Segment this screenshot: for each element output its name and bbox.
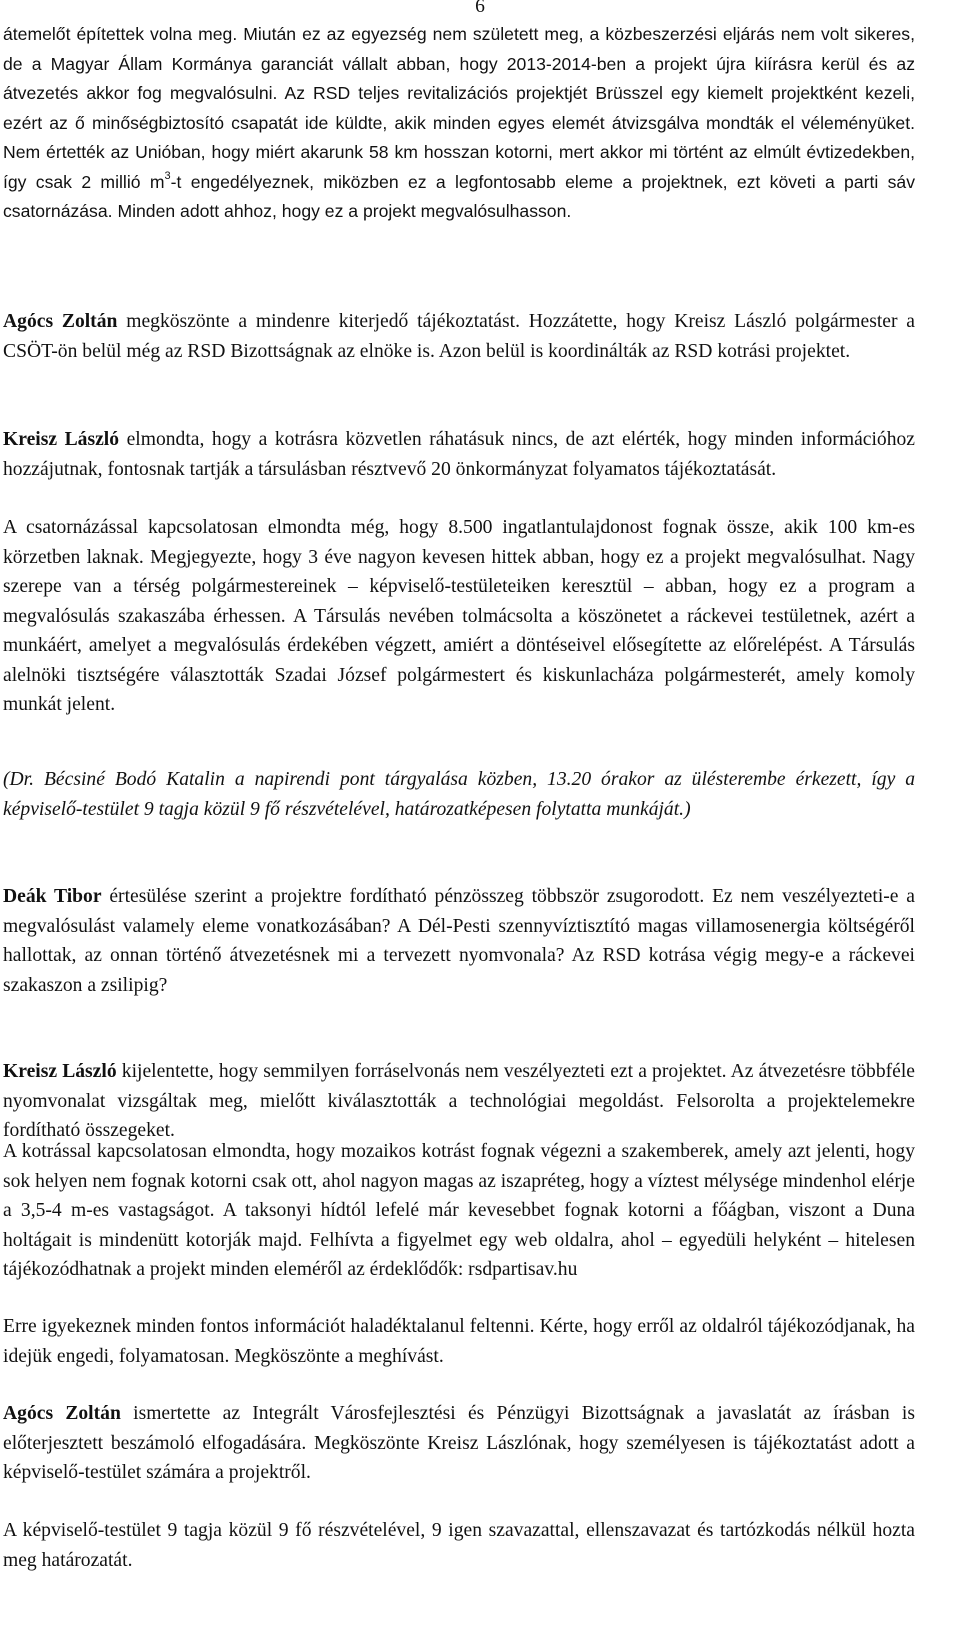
paragraph-vote-result: A képviselő-testület 9 tagja közül 9 fő részvételével, 9 igen szavazattal, ellenszavazat és tartózkodás nélkül hozta meg határozatát.: [3, 1520, 915, 1571]
sentence-union-dredging: Nem értették az Unióban, hogy miért akarunk 58 km hosszan kotorni, mert akkor mi történt az elmúlt évtizedekben, így csak 2 millió m: [3, 142, 915, 192]
paragraph-kreisz-dredging: [3, 425, 915, 484]
speaker-name: Kreisz László: [3, 1061, 117, 1082]
sentence-procurement: átemelőt építettek volna meg. Miután ez az egyezség nem született meg, a közbeszerzési eljárás nem volt sikeres, de a Magyar Állam Kormánya garanciát vállalt abban, hogy 2013-2014-ben a projekt újra kiírásra kerül és az átvezetés akkor fog megvalósulni.: [3, 24, 915, 103]
paragraph-arrival-note: (Dr. Bécsiné Bodó Katalin a napirendi pont tárgyalása közben, 13.20 órakor az ülésterembe érkezett, így a képviselő-testület 9 tagja közül 9 fő részvételével, határozatképesen folytatta munkáját.): [3, 769, 915, 820]
speaker-name: Agócs Zoltán: [3, 311, 118, 332]
paragraph-website-info: Erre igyekeznek minden fontos információt haladéktalanul feltenni. Kérte, hogy erről az oldalról tájékozódjanak, ha idejük engedi, folyamatosan. Megköszönte a meghívást.: [3, 1316, 915, 1367]
paragraph-text: ismertette az Integrált Városfejlesztési és Pénzügyi Bizottságnak a javaslatát az írásban is előterjesztett beszámoló elfogadására. Megköszönte Kreisz Lászlónak, hogy személyesen is tájékoztatást adott a képviselő-testület számára a projektről.: [3, 1403, 915, 1483]
paragraph-sewer-association: A csatornázással kapcsolatosan elmondta még, hogy 8.500 ingatlantulajdonost fognak össze, akik 100 km-es körzetben laknak. Megjegyezte, hogy 3 éve nagyon kevesen hittek abban, hogy ez a projekt megvalósulhat. Nagy szerepe van a térség polgármestereinek – képviselő-testületeiken keresztül – abban, hogy ez a program a megvalósulás szakaszába érhessen. A Társulás nevében tolmácsolta a köszönetet a ráckevei testületnek, azért a munkáért, amelyet a megvalósulás érdekében végzett, amiért a döntéseivel elősegítette az előrelépést. A Társulás alelnöki tisztségére választották Szadai József polgármestert és kiskunlacháza polgármesterét, amely komoly munkát jelent.: [3, 517, 915, 715]
paragraph-rsd-project: [3, 20, 915, 227]
sentence-conditions: Minden adott ahhoz, hogy ez a projekt megvalósulhasson.: [117, 201, 572, 221]
paragraph-mosaic-dredging: A kotrással kapcsolatosan elmondta, hogy mozaikos kotrást fognak végezni a szakemberek, amely azt jelenti, hogy sok helyen nem fognak kotorni csak ott, ahol nagyon magas az iszapréteg, hogy a víztest mélysége mindenhol elérje a 3,5-4 m-es vastagságot. A taksonyi hídtól lefelé már kevesebbet fognak kotorni a főágban, viszont a Duna holtágait is mindenütt kotorják majd. Felhívta a figyelmet egy web oldalra, ahol – egyedüli helyként – hitelesen tájékozódhatnak a projekt minden eleméről az érdeklődők: rsdpartisav.hu: [3, 1141, 915, 1280]
paragraph-text: elmondta, hogy a kotrásra közvetlen ráhatásuk nincs, de azt elérték, hogy minden információhoz hozzájutnak, fontosnak tartják a társulásban résztvevő 20 önkormányzat folyamatos tájékoztatását.: [3, 429, 916, 480]
paragraph-text: megköszönte a mindenre kiterjedő tájékoztatást. Hozzátette, hogy Kreisz László polgármester a CSÖT-ön belül még az RSD Bizottságnak az elnöke is. Azon belül is koordinálták az RSD kotrási projektet.: [3, 311, 915, 362]
paragraph-text: kijelentette, hogy semmilyen forráselvonás nem veszélyezteti ezt a projektet. Az átvezetésre többféle nyomvonalat vizsgáltak meg, mielőtt kiválasztották a technológiai megoldást. Felsorolta a projektelemekre fordítható összegeket.: [3, 1061, 915, 1141]
paragraph-agocs-thanks: [3, 307, 915, 366]
paragraph-deak-question: [3, 882, 915, 1000]
paragraph-text: értesülése szerint a projektre fordítható pénzösszeg többször zsugorodott. Ez nem veszélyezteti-e a megvalósulást valamely eleme vonatkozásában? A Dél-Pesti szennyvíztisztító magas villamosenergia költségéről hallottak, az onnan történő átvezetésnek mi a tervezett nyomvonala? Az RSD kotrása végig megy-e a ráckevei szakaszon a zsilipig?: [3, 886, 915, 996]
speaker-name: Kreisz László: [3, 429, 120, 450]
paragraph-kreisz-answer: [3, 1057, 915, 1146]
speaker-name: Agócs Zoltán: [3, 1403, 121, 1424]
speaker-name: Deák Tibor: [3, 886, 102, 907]
superscript-cubic: 3: [164, 169, 171, 182]
paragraph-agocs-proposal: [3, 1399, 915, 1488]
page-number: 6: [475, 0, 485, 17]
sentence-union-dredging-cont: -t engedélyeznek, miközben ez a legfontosabb eleme a projektnek, ezt követi a parti sáv csatornázása.: [3, 171, 915, 221]
sentence-brussels: Az RSD teljes revitalizációs projektjét Brüsszel egy kiemelt projektként kezeli, ezért az ő minőségbiztosító csapatát ide küldte, akik minden egyes elemét átvizsgálva mondták el véleményüket.: [3, 83, 915, 133]
